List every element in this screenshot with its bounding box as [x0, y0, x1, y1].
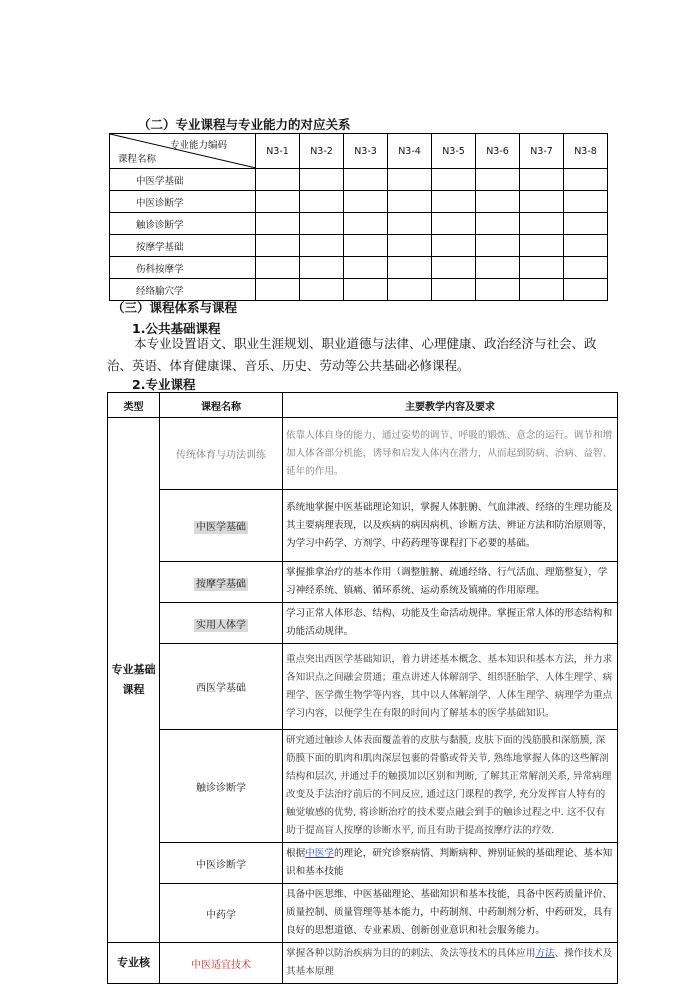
section-3-title: （三）课程体系与课程 [112, 300, 238, 315]
matrix-code-header: N3-6 [476, 134, 520, 169]
matrix-cell [520, 213, 564, 235]
matrix-course-name: 经络腧穴学 [110, 279, 256, 301]
course-type-core: 专业核 [108, 943, 160, 984]
desc-text: 掌握各种以防治疾病为目的的刺法、灸法等技术的具体应用 [286, 948, 536, 959]
matrix-cell [344, 257, 388, 279]
matrix-cell [344, 279, 388, 301]
matrix-cell [432, 191, 476, 213]
matrix-course-name: 按摩学基础 [110, 235, 256, 257]
matrix-cell [300, 257, 344, 279]
matrix-cell [300, 279, 344, 301]
course-name: 中药学 [160, 884, 283, 943]
course-name: 西医学基础 [160, 644, 283, 730]
matrix-row [110, 169, 608, 191]
course-description: 系统地掌握中医基础理论知识，掌握人体脏腑、气血津液、经络的生理功能及其主要病理表现，以及疾病的病因病机、诊断方法、辨证方法和防治原则等，为学习中药学、方剂学、中药药理等课程打下必要的基础。 [283, 490, 618, 562]
matrix-cell [564, 213, 608, 235]
matrix-course-name: 中医学基础 [110, 169, 256, 191]
course-system-table [107, 392, 618, 984]
matrix-cell [300, 169, 344, 191]
table-row [108, 884, 618, 943]
course-description [283, 943, 618, 984]
matrix-course-name: 伤科按摩学 [110, 257, 256, 279]
matrix-corner-cell [110, 134, 256, 169]
course-name: 按摩学基础 [196, 578, 246, 590]
course-name-cell [160, 943, 283, 984]
matrix-cell [344, 191, 388, 213]
course-name: 中医学基础 [196, 522, 246, 533]
matrix-cell [476, 279, 520, 301]
table-row [108, 943, 618, 984]
matrix-cell [344, 169, 388, 191]
table-row [108, 562, 618, 603]
matrix-cell [432, 169, 476, 191]
matrix-cell [520, 235, 564, 257]
matrix-cell [476, 235, 520, 257]
matrix-cell [476, 257, 520, 279]
matrix-code-header: N3-8 [564, 134, 608, 169]
matrix-cell [476, 191, 520, 213]
matrix-cell [432, 257, 476, 279]
matrix-cell [432, 235, 476, 257]
course-description: 重点突出西医学基础知识，着力讲述基本概念、基本知识和基本方法，并力求各知识点之间融会贯通；重点讲述人体解剖学、组织胚胎学、人体生理学、病理学、医学微生物学等内容，其中以人体解剖学、人体生理学、病理学为重点学习内容，以便学生在有限的时间内了解基本的医学基础知识。 [283, 644, 618, 730]
course-description: 掌握推拿治疗的基本作用（调整脏腑、疏通经络、行气活血、理筋整复），学习神经系统、镇痛、循环系统、运动系统及镇痛的作用原理。 [283, 562, 618, 603]
course-description: 依靠人体自身的能力，通过姿势的调节、呼吸的锻炼、意念的运行。调节和增加人体各部分机能，诱导和启发人体内在潜力，从而起到防病、治病、益智、延年的作用。 [283, 418, 618, 490]
header-type: 类型 [108, 393, 160, 418]
header-teaching-content: 主要教学内容及要求 [283, 393, 618, 418]
matrix-code-header: N3-5 [432, 134, 476, 169]
course-name: 中医诊断学 [160, 843, 283, 884]
matrix-cell [520, 169, 564, 191]
matrix-cell [256, 213, 300, 235]
course-table-header-row [108, 393, 618, 418]
matrix-cell [300, 235, 344, 257]
header-course-name: 课程名称 [160, 393, 283, 418]
matrix-course-name: 中医诊断学 [110, 191, 256, 213]
course-name: 中医适宜技术 [191, 959, 251, 971]
matrix-row [110, 235, 608, 257]
competency-matrix-table [109, 133, 608, 301]
desc-text: 、操作技术及其基本原理 [286, 948, 613, 977]
desc-text: 根据 [286, 848, 306, 859]
matrix-cell [432, 213, 476, 235]
matrix-cell [432, 279, 476, 301]
table-row [108, 644, 618, 730]
matrix-header-row [110, 134, 608, 169]
course-name-cell [160, 603, 283, 644]
course-name: 实用人体学 [196, 619, 246, 631]
corner-label-ability-code: 专业能力编码 [169, 140, 227, 151]
matrix-cell [388, 169, 432, 191]
table-row [108, 418, 618, 490]
course-name: 传统体育与功法训练 [160, 418, 283, 490]
matrix-cell [476, 169, 520, 191]
matrix-code-header: N3-4 [388, 134, 432, 169]
matrix-cell [388, 279, 432, 301]
course-description [283, 843, 618, 884]
section-2-title: （二）专业课程与专业能力的对应关系 [138, 117, 351, 132]
matrix-code-header: N3-7 [520, 134, 564, 169]
table-row [108, 603, 618, 644]
course-description: 具备中医思维、中医基础理论、基础知识和基本技能，具备中医药质量评价、质量控制、质量管理等基本能力，中药制剂、中药制剂分析、中药研发，具有良好的思想道德、专业素质、创新创业意识和社会服务能力。 [283, 884, 618, 943]
matrix-cell [344, 235, 388, 257]
matrix-cell [564, 191, 608, 213]
matrix-cell [300, 213, 344, 235]
matrix-course-name: 触诊诊断学 [110, 213, 256, 235]
desc-text: 的理论，研究诊察病情、判断病种、辨别证候的基础理论、基本知识和基本技能 [286, 848, 613, 877]
matrix-cell [520, 279, 564, 301]
matrix-cell [256, 191, 300, 213]
public-courses-paragraph: 本专业设置语文、职业生涯规划、职业道德与法律、心理健康、政治经济与社会、政治、英语、体育健康课、音乐、历史、劳动等公共基础必修课程。 [107, 336, 597, 373]
matrix-cell [520, 191, 564, 213]
matrix-cell [256, 279, 300, 301]
course-type-basic: 专业基础课程 [108, 418, 160, 943]
matrix-cell [344, 213, 388, 235]
table-row [108, 490, 618, 562]
tcm-link[interactable]: 中医学 [305, 848, 334, 859]
matrix-cell [564, 279, 608, 301]
course-name: 触诊诊断学 [160, 730, 283, 843]
matrix-cell [564, 235, 608, 257]
matrix-code-header: N3-1 [256, 134, 300, 169]
matrix-code-header: N3-2 [300, 134, 344, 169]
matrix-cell [256, 235, 300, 257]
matrix-cell [564, 257, 608, 279]
subsection-public-courses: 1.公共基础课程 [132, 321, 221, 336]
corner-label-course-name: 课程名称 [118, 154, 157, 165]
course-description: 学习正常人体形态、结构、功能及生命活动规律。掌握正常人体的形态结构和功能活动规律。 [283, 603, 618, 644]
table-row [108, 843, 618, 884]
matrix-code-header: N3-3 [344, 134, 388, 169]
matrix-cell [520, 257, 564, 279]
matrix-row [110, 191, 608, 213]
matrix-row [110, 257, 608, 279]
subsection-professional-courses: 2.专业课程 [132, 377, 196, 392]
matrix-row [110, 213, 608, 235]
matrix-cell [388, 213, 432, 235]
matrix-cell [476, 213, 520, 235]
matrix-cell [388, 191, 432, 213]
table-row [108, 730, 618, 843]
matrix-cell [256, 257, 300, 279]
matrix-cell [388, 257, 432, 279]
course-description: 研究通过触诊人体表面覆盖着的皮肤与黏膜, 皮肤下面的浅筋膜和深筋膜, 深筋膜下面的肌肉和肌肉深层包裹的骨骼或骨关节, 熟练地掌握人体的这些解剖结构和层次, 并通过手的触摸加以区别和判断, 了解其正常解剖关系, 异常病理改变及手法治疗前后的不同反应, 通过这门课程的教学, 充分发挥盲人特有的触觉敏感的优势, 将诊断治疗的技术要点融会到手的触诊过程之中. 这不仅有助于提高盲人按摩的诊断水平, 而且有助于提高按摩疗法的疗效. [283, 730, 618, 843]
course-name-cell [160, 562, 283, 603]
matrix-cell [388, 235, 432, 257]
matrix-cell [256, 169, 300, 191]
matrix-cell [300, 191, 344, 213]
matrix-cell [564, 169, 608, 191]
method-link[interactable]: 方法 [535, 948, 555, 959]
course-name-cell [160, 490, 283, 562]
